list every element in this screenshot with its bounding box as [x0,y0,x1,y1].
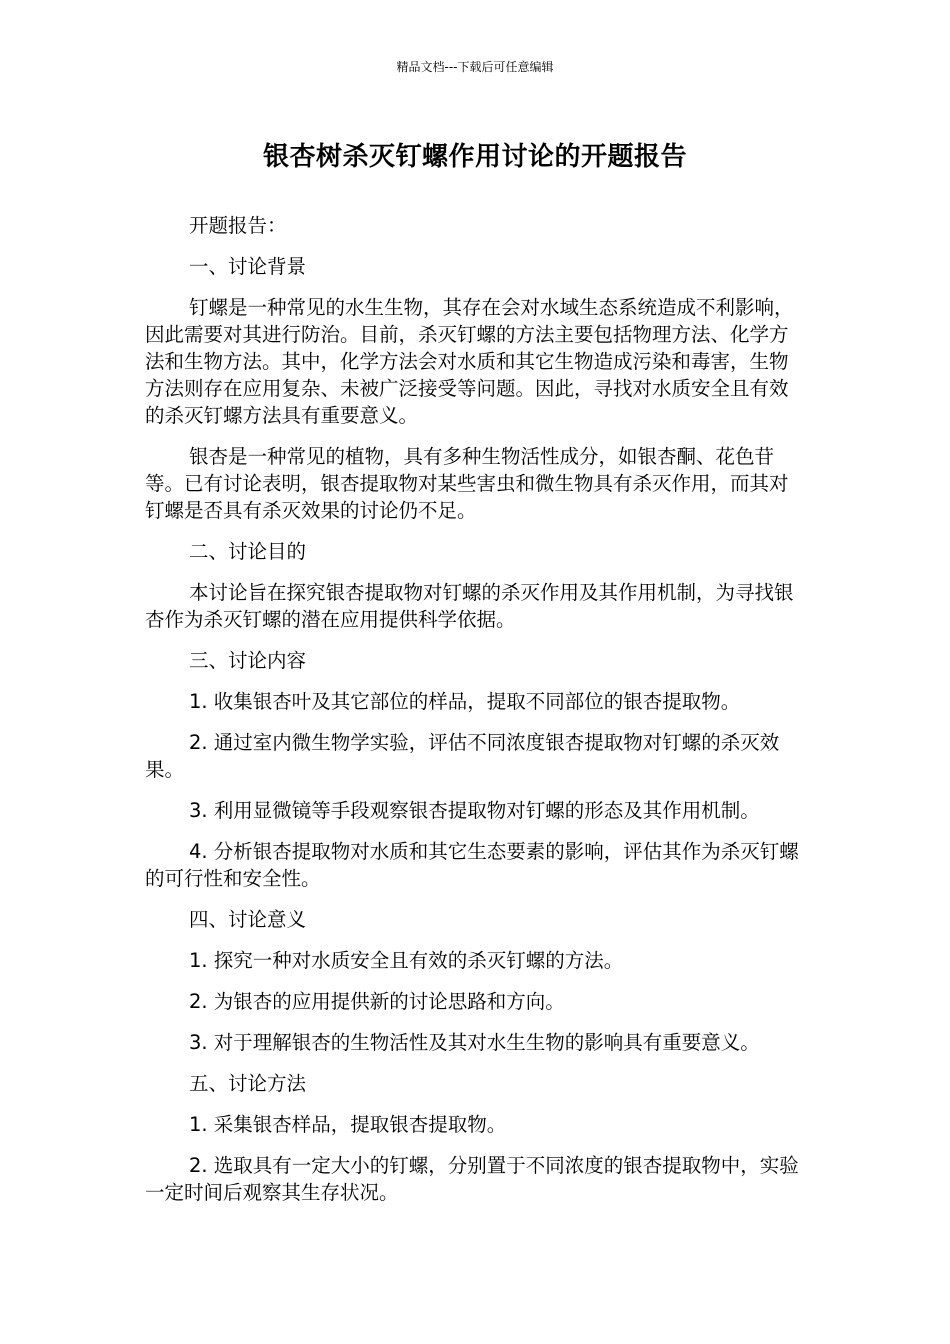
list-item: 2. 为银杏的应用提供新的讨论思路和方向。 [189,990,565,1013]
paragraph: 开题报告： [189,214,287,237]
header-note: 精品文档---下载后可任意编辑 [396,60,554,74]
paragraph: 银杏是一种常见的植物，具有多种生物活性成分，如银杏酮、花色苷等。已有讨论表明，银杏提取物对某些害虫和微生物具有杀灭作用，而其对钉螺是否具有杀灭效果的讨论仍不足。 [145,445,789,522]
paragraph: 本讨论旨在探究银杏提取物对钉螺的杀灭作用及其作用机制，为寻找银杏作为杀灭钉螺的潜在应用提供科学依据。 [145,581,794,631]
list-item: 3. 利用显微镜等手段观察银杏提取物对钉螺的形态及其作用机制。 [189,799,760,822]
section-heading: 一、讨论背景 [189,255,307,278]
list-item: 1. 收集银杏叶及其它部位的样品，提取不同部位的银杏提取物。 [189,690,741,713]
list-item: 2. 选取具有一定大小的钉螺，分别置于不同浓度的银杏提取物中，实验一定时间后观察其生存状况。 [145,1154,799,1204]
section-heading: 四、讨论意义 [189,908,307,931]
section-heading: 二、讨论目的 [189,540,307,563]
list-item: 4. 分析银杏提取物对水质和其它生态要素的影响，评估其作为杀灭钉螺的可行性和安全性。 [145,840,799,890]
document-title: 银杏树杀灭钉螺作用讨论的开题报告 [262,142,687,172]
list-item: 1. 探究一种对水质安全且有效的杀灭钉螺的方法。 [189,949,624,972]
section-heading: 五、讨论方法 [189,1072,307,1095]
paragraph: 钉螺是一种常见的水生生物，其存在会对水域生态系统造成不利影响，因此需要对其进行防治。目前，杀灭钉螺的方法主要包括物理方法、化学方法和生物方法。其中，化学方法会对水质和其它生物造成污染和毒害，生物方法则存在应用复杂、未被广泛接受等问题。因此，寻找对水质安全且有效的杀灭钉螺方法具有重要意义。 [145,296,794,427]
list-item: 1. 采集银杏样品，提取银杏提取物。 [189,1113,507,1136]
list-item: 2. 通过室内微生物学实验，评估不同浓度银杏提取物对钉螺的杀灭效果。 [145,731,780,781]
section-heading: 三、讨论内容 [189,649,307,672]
document-body [145,212,800,1220]
list-item: 3. 对于理解银杏的生物活性及其对水生生物的影响具有重要意义。 [189,1031,760,1054]
